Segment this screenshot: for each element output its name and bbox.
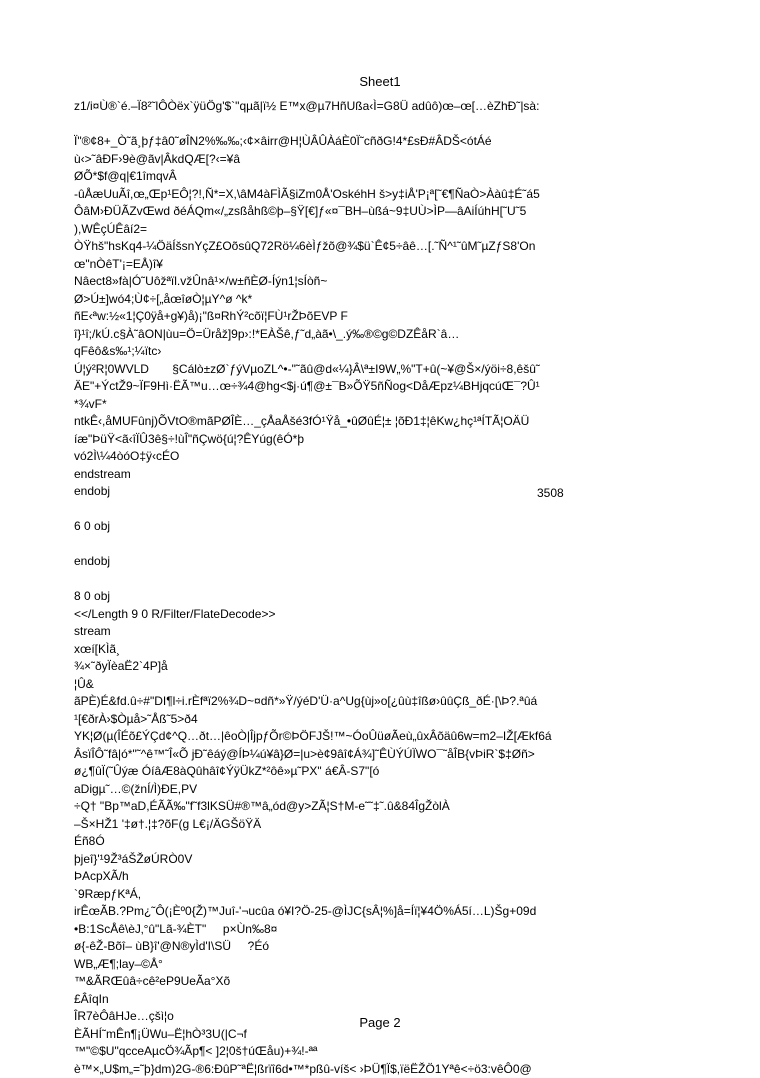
text-line: ),WÊçÚÊâí2= [74, 221, 760, 239]
text-line: ØÕ*$f@q|€1îmqvÂ [74, 168, 760, 186]
text-line: ÎR7èÔâHJe…çšì¦o [74, 1008, 760, 1026]
text-line: Ï"®¢8+_Ò˜ã¸þƒ‡â0˜øÎN2%‰‰;‹¢×âirr@H¦ÙÂÛÀáÈ0Ï˜cñðG!4*£sÐ#ÂDŠ<ótÁé [74, 133, 760, 151]
text-line: Ø>Ú±]wó4;Ù¢÷[„åœîøÒ¦µY^ø ^k* [74, 291, 760, 309]
text-line: ™&ÃRŒûâ÷cê²eP9UeÃa°Xõ [74, 973, 760, 991]
text-line: œ"nÒêT'¡=EÅ)î¥ [74, 256, 760, 274]
text-line: aDigµ˜…©(žnÍ/Ì)ÐE,PV [74, 781, 760, 799]
text-line: `9RæpƒKªÁ, [74, 886, 760, 904]
text-line: ¦Û& [74, 676, 760, 694]
text-line: *¾vF* [74, 396, 760, 414]
text-line: -ûÅæUuÃî,œ„Œp¹EÔ¦?!,Ñ*=X,\âM4àFÌÃ§iZm0Å'OskéhH š>y‡iÅ'P¡ª[˜€¶ÑaÒ>Ààû‡É˜á5 [74, 186, 760, 204]
text-line [74, 571, 760, 589]
text-line: Nâect8»fà|Ó˜Uôžªïl.vžÛnâ¹×/w±ñÈØ-Íýn1¦sÍòñ~ [74, 273, 760, 291]
text-line: ntkÊ‹,åMUFûnj)ÕVtO®mãPØÎÈ…_çÅaÅšé3fÓ¹Ÿå_•ûØûÉ¦± ¦õÐ1‡¦êKw¿hç¹ªÍTÃ¦OÄÜ [74, 413, 760, 431]
text-line: endobj [74, 483, 760, 501]
text-line: ÈÃHÍ˜mÊn¶¡ÜWu–Ë¦hÒ³3U(|C¬f [74, 1026, 760, 1044]
text-line: ù‹>˜âÐF›9è@ãv|ÂkdQÆ[?‹=¥â [74, 151, 760, 169]
text-line: ø¿¶ûÏ(˜Ûýæ ÓíâÆ8àQûhâî¢ÝÿÜkZ*²ôê»µ˜PX" á€Â-S7"[ó [74, 763, 760, 781]
text-line: Éñ8Ó [74, 833, 760, 851]
text-line: 8 0 obj [74, 588, 760, 606]
text-line: ¹[€ðrÀ›$Òµå>˜Åß˜5>ð4 [74, 711, 760, 729]
document-body [74, 98, 760, 1078]
text-line: •B:1ScÅê\èJ‚°û"Lã-¾ÈT" p×Ùn‰8¤ [74, 921, 760, 939]
text-line: <</Length 9 0 R/Filter/FlateDecode>> [74, 606, 760, 624]
text-line: YK¦Ø(µ(ÎÉõ£ÝÇd¢^Q…ðt…|êoÒ|ÎjpƒÕr©ÞÖFJŠ!™~ÓoÛüøÃeù„ûxÂõäû6w=m2–IŽ[Ækf6á [74, 728, 760, 746]
text-line: ÔâM›ÐÜÃZvŒwd ðéÁQm«/„zsßåhß©þ–§Ÿ[€]ƒ«¤¯BH–ùßá~9‡UÙ>ÌP—âAiÍúhH[˜U˜5 [74, 203, 760, 221]
text-line: è™×„U$m„=˜þ}dm)2G-®6:ÐûP˜ªË¦ßrïî6d•™*pßû-víš< ›ÞÜ¶Ï$,ïëËŽÖ1Yªê<÷ö3:vêÔ0@ [74, 1061, 760, 1078]
object-value: 3508 [537, 486, 564, 500]
text-line: WB„Æ¶;lay–©Å° [74, 956, 760, 974]
text-line: î}¹î;/kÚ.c§À˜âON|ùu=Ö=Üråž]9p›:!*EÀŠê,ƒ˜d„àã•\_.ý‰®©g©DZÊåR`â… [74, 326, 760, 344]
text-line: vó2Ì\¼4òóO‡ÿ‹cÉO [74, 448, 760, 466]
text-line: ñE‹ªw:½«1¦Ç0ÿå+g¥)å)¡"ß¤RhÝ²cõï¦FÙ¹rŽÞõEVP F [74, 308, 760, 326]
text-line: endobj [74, 553, 760, 571]
text-line: ÞAcpXÃ/h [74, 868, 760, 886]
text-line: ãPÈ)É&fd.û÷#"DI¶l÷i.rÈfªï2%¾D~¤dñ*»Ÿ/ýéD'Ü·a^Ug{ùj»o[¿ûù‡îßø›ûûÇß_ðÉ·[\Þ?.ªûá [74, 693, 760, 711]
text-line: irÊœÃB.?Pm¿˜Ô(¡Èº0{Ž)™Juî-'¬ucûa ó¥I?Ö-25-@ÌJC{sÂ¦%]å=Íï¦¥4Ö%Á5í…L)Šg+09d [74, 903, 760, 921]
text-line: xœí[KÌã¸ [74, 641, 760, 659]
text-line: qFêô&s‰¹;¼ïtc› [74, 343, 760, 361]
text-line: þjeî}'¹9Ž³áŠŽøÚRÒ0V [74, 851, 760, 869]
sheet-title: Sheet1 [0, 74, 760, 89]
text-line: ÒŸhš"hsKq4-¼ÖäÍšsnYçZ£OõsûQ72Rö¼6èÌƒžõ@¾$ü`Ê¢5÷âê…[.˜Ñ^¹˜ûM˜µZƒS8'On [74, 238, 760, 256]
text-line: z1/i¤Ù®`é.–Ï8²˜lÔÒëx`ÿüÖg'$`"qµã|ï½ E™x@µ7HñUßa‹Ì=G8Ü adûô)œ–œ[…èZhÐ˜|sà: [74, 98, 760, 116]
text-line: ÄE"+ÝctŽ9~ÏF9Hì·ËÃ™u…œ÷¾4@hg<$j·ú¶@±¯B»ÕŸ5ñÑog<DåÆpz¼BHjqcúŒ¯?Û¹ [74, 378, 760, 396]
page-number: Page 2 [0, 1015, 760, 1030]
text-line: íæ"ÞüŸ<ã‹îÏÛ3ê§÷!ùÎ"ñÇwö{ú¦?ÊYúg(êÓ*þ [74, 431, 760, 449]
text-line: ÂsïÎÔ˜fâ|ó*"˜^ê™˜Î«Õ jÐ˜êáý@ÍÞ¼ú¥â}Ø=|u>è¢9âî¢Á¾]˜ÊÙÝÚÏWO¯˜åÎB{vÞiR`$‡Øñ> [74, 746, 760, 764]
text-line [74, 536, 760, 554]
text-line: endstream [74, 466, 760, 484]
text-line: 6 0 obj [74, 518, 760, 536]
text-line [74, 501, 760, 519]
text-line [74, 116, 760, 134]
text-line: £ÂîqIn [74, 991, 760, 1009]
text-line: ™"©$U"qcceAµcÖ¾Ãp¶< ]2¦0š†úŒåu)+¾!-ªª [74, 1043, 760, 1061]
text-line: Ú¦ý²R¦0WVLD §Cálò±zØ`ƒýVµoZL^•-"˜ãû@d«¼}Â\ª±I9W„%"T+û(~¥@Š×/ýöi÷8,êšû˜ [74, 361, 760, 379]
text-line: ÷Q† "Bp™aD,ÉÃÃ‰"f˜f3lKSÜ#®™â„ód@y>ZÃ¦S†M-e˜˜‡˜.û&84ÎgŽòlÀ [74, 798, 760, 816]
text-line: ¾×˜ðyÏèaË2`4P]å [74, 658, 760, 676]
text-line: ø{-êŽ-Bõî– ùB}î'@N®yÌd'I\SÜ ?Éó [74, 938, 760, 956]
text-line: stream [74, 623, 760, 641]
text-line: –Š×HŽ1 '‡ø†.¦‡?õF(g L€¡/ÄGŠöŸÄ [74, 816, 760, 834]
